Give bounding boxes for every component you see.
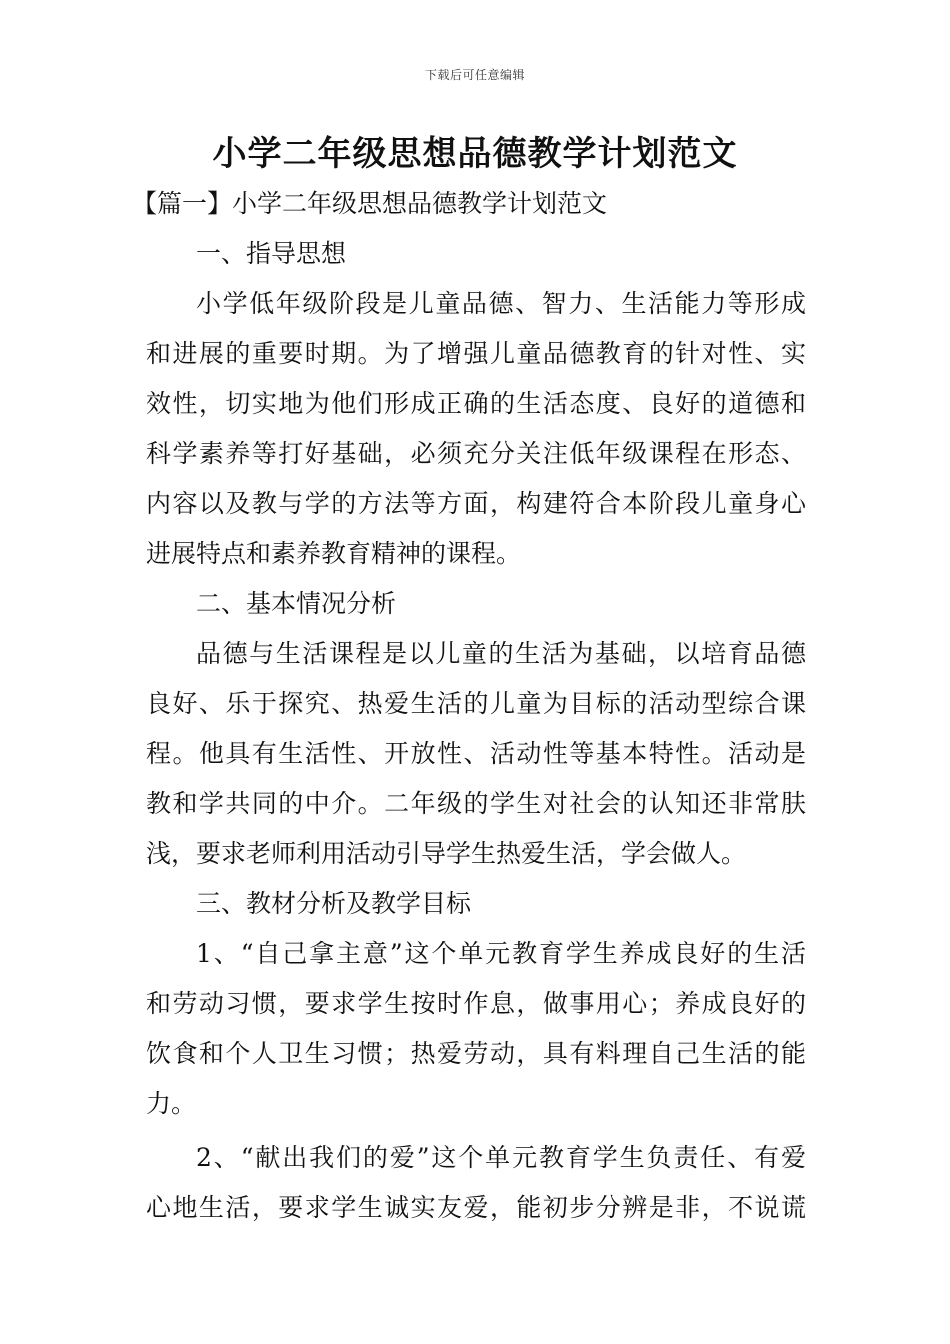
paragraph-line: 小学低年级阶段是儿童品德、智力、生活能力等形成	[196, 289, 806, 318]
paragraph-line: 科学素养等打好基础，必须充分关注低年级课程在形态、	[146, 439, 806, 468]
paragraph-line: 和进展的重要时期。为了增强儿童品德教育的针对性、实	[146, 339, 806, 368]
heading-textbook-analysis: 三、教材分析及教学目标	[196, 889, 472, 918]
paragraph-line: 程。他具有生活性、开放性、活动性等基本特性。活动是	[146, 739, 806, 768]
paragraph-line: 良好、乐于探究、热爱生活的儿童为目标的活动型综合课	[146, 689, 806, 718]
paragraph-line: 心地生活，要求学生诚实友爱，能初步分辨是非，不说谎	[146, 1193, 806, 1222]
paragraph-line: 饮食和个人卫生习惯；热爱劳动，具有料理自己生活的能	[146, 1039, 806, 1068]
header-note: 下载后可任意编辑	[424, 68, 525, 82]
heading-guiding-ideology: 一、指导思想	[196, 239, 347, 268]
document-body	[132, 179, 806, 1233]
paragraph-line: 力。	[146, 1089, 197, 1118]
section-heading-part-one: 【篇一】小学二年级思想品德教学计划范文	[132, 189, 608, 218]
heading-situation-analysis: 二、基本情况分析	[196, 589, 397, 618]
paragraph-line: 浅，要求老师利用活动引导学生热爱生活，学会做人。	[146, 839, 747, 868]
paragraph-line: 教和学共同的中介。二年级的学生对社会的认知还非常肤	[146, 789, 806, 818]
paragraph-line: 和劳动习惯，要求学生按时作息，做事用心；养成良好的	[146, 989, 806, 1018]
paragraph-line: 1、“自己拿主意”这个单元教育学生养成良好的生活	[196, 939, 806, 968]
paragraph-line: 内容以及教与学的方法等方面，构建符合本阶段儿童身心	[146, 489, 806, 518]
paragraph-line: 2、“献出我们的爱”这个单元教育学生负责任、有爱	[196, 1143, 806, 1172]
paragraph-line: 品德与生活课程是以儿童的生活为基础，以培育品德	[196, 639, 806, 668]
document-title: 小学二年级思想品德教学计划范文	[212, 134, 738, 174]
paragraph-line: 效性，切实地为他们形成正确的生活态度、良好的道德和	[146, 389, 806, 418]
paragraph-line: 进展特点和素养教育精神的课程。	[146, 539, 522, 568]
